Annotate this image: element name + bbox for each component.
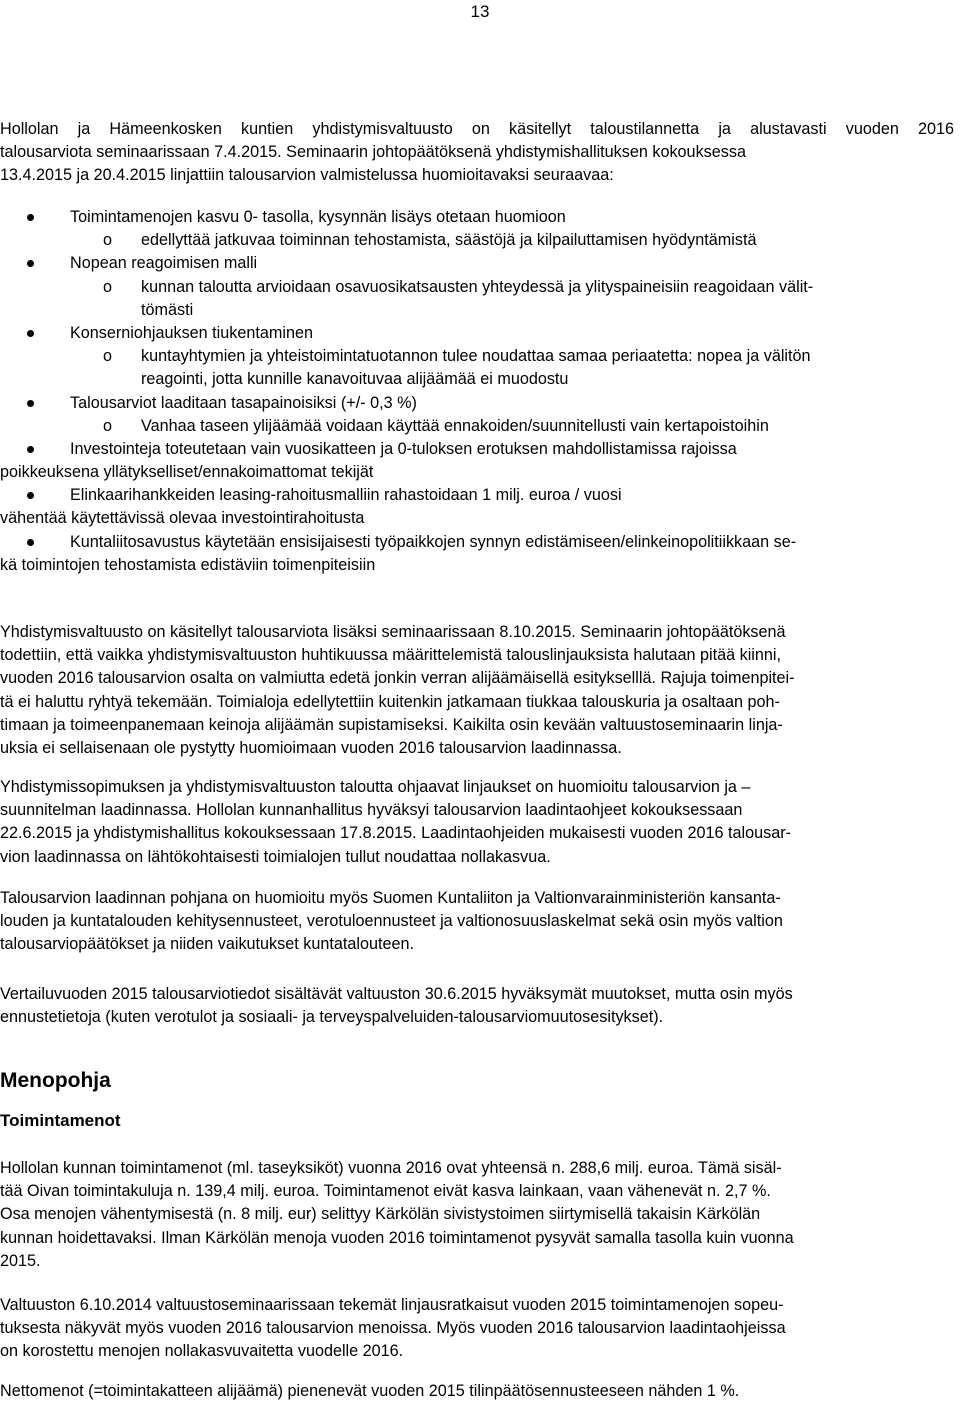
paragraph-operating-costs xyxy=(0,1157,794,1273)
text-line: Nettomenot (=toimintakatteen alijäämä) pienenevät vuoden 2015 tilinpäätösennusteeseen nähden 1 %. xyxy=(0,1382,740,1400)
text-line: tää Oivan toimintakuluja n. 139,4 milj. euroa. Toimintamenot eivät kasva lainkaan, vaan vähenevät n. 2,7 %. xyxy=(0,1182,771,1201)
section-heading: Menopohja xyxy=(0,1069,111,1092)
list-item-text: Talousarviot laaditaan tasapainoisiksi (+/- 0,3 %) xyxy=(70,393,417,412)
list-item-text: kä toimintojen tehostamista edistäviin toimenpiteisiin xyxy=(0,555,376,574)
paragraph-council-seminar xyxy=(0,1294,786,1364)
list-item xyxy=(0,484,960,507)
text-line: Yhdistymissopimuksen ja yhdistymisvaltuuston taloutta ohjaavat linjaukset on huomioitu talousarvion ja – xyxy=(0,778,751,796)
guideline-list xyxy=(0,206,960,577)
text-line: Hollolan kunnan toimintamenot (ml. taseyksiköt) vuonna 2016 ovat yhteensä n. 288,6 milj. euroa. Tämä sisäl- xyxy=(0,1159,782,1177)
list-item-text: poikkeuksena yllätykselliset/ennakoimattomat tekijät xyxy=(0,463,374,482)
sub-list-item-text: kuntayhtymien ja yhteistoimintatuotannon tulee noudattaa samaa periaatetta: nopea ja välitön xyxy=(141,347,811,366)
sub-list-item xyxy=(0,229,960,252)
bullet-icon xyxy=(27,446,34,453)
text-line: ennustetietoja (kuten verotulot ja sosiaali- ja terveyspalveluiden-talousarviomuutosesitykset). xyxy=(0,1008,664,1027)
list-item-continuation xyxy=(0,507,960,530)
list-item xyxy=(0,438,960,461)
text-line: timaan ja toimeenpanemaan keinoja alijäämän supistamiseksi. Kaikilta osin kevään valtuustoseminaarin linja- xyxy=(0,715,783,734)
list-item xyxy=(0,531,960,554)
text-line: tä ei haluttu ryhtyä tekemään. Toimialoja edellytettiin kuitenkin jatkamaan tiukkaa talouskuria ja osaltaan poh- xyxy=(0,692,780,711)
text-line: suunnitelman laadinnassa. Hollolan kunnanhallitus hyväksyi talousarvion laadintaohjeet kokouksessaan xyxy=(0,801,743,820)
list-item-text: Kuntaliitosavustus käytetään ensisijaisesti työpaikkojen synnyn edistämiseen/elinkeinopolitiikkaan se- xyxy=(70,532,797,551)
bullet-icon xyxy=(27,400,34,407)
paragraph-seminar xyxy=(0,621,795,760)
list-item-continuation xyxy=(0,461,960,484)
sub-list-item xyxy=(0,345,960,368)
text-line: Valtuuston 6.10.2014 valtuustoseminaarissaan tekemät linjausratkaisut vuoden 2015 toimintamenojen sopeu- xyxy=(0,1296,784,1314)
text-line: 2015. xyxy=(0,1251,41,1270)
bullet-icon xyxy=(27,260,34,267)
paragraph-net-costs xyxy=(0,1380,739,1403)
text-line: on korostettu menojen nollakasvuvaitetta vuodelle 2016. xyxy=(0,1342,404,1361)
paragraph-guidelines xyxy=(0,776,791,869)
sub-list-item-continuation xyxy=(0,368,960,391)
text-line: Vertailuvuoden 2015 talousarviotiedot sisältävät valtuuston 30.6.2015 hyväksymät muutokset, mutta osin myös xyxy=(0,985,793,1003)
paragraph-forecasts xyxy=(0,887,783,957)
page-number: 13 xyxy=(470,2,490,21)
bullet-icon xyxy=(27,330,34,337)
sub-bullet-marker: o xyxy=(103,277,113,296)
sub-list-item-text: kunnan taloutta arvioidaan osavuosikatsausten yhteydessä ja ylityspaineisiin reagoidaan välit- xyxy=(141,277,814,296)
list-item xyxy=(0,206,960,229)
list-item-text: Nopean reagoimisen malli xyxy=(70,254,258,273)
list-item-continuation xyxy=(0,554,960,577)
sub-list-item xyxy=(0,276,960,299)
sub-bullet-marker: o xyxy=(103,347,113,366)
text-line: Yhdistymisvaltuusto on käsitellyt talousarviota lisäksi seminaarissaan 8.10.2015. Seminaarin johtopäätöksenä xyxy=(0,623,786,641)
text-line: tuksesta näkyvät myös vuoden 2016 talousarvion menoissa. Myös vuoden 2016 talousarvion laadintaohjeissa xyxy=(0,1319,786,1338)
intro-line: talousarviota seminaarissaan 7.4.2015. Seminaarin johtopäätöksenä yhdistymishallituksen kokouksessa xyxy=(0,143,746,162)
list-item-text: Elinkaarihankkeiden leasing-rahoitusmalliin rahastoidaan 1 milj. euroa / vuosi xyxy=(70,486,622,505)
list-item-text: vähentää käytettävissä olevaa investointirahoitusta xyxy=(0,509,365,528)
list-item xyxy=(0,392,960,415)
text-line: todettiin, että vaikka yhdistymisvaltuuston huhtikuussa määrittelemistä talouslinjauksista halutaan pitää kiinni, xyxy=(0,646,782,665)
sub-list-item-text: edellyttää jatkuvaa toiminnan tehostamista, säästöjä ja kilpailuttamisen hyödyntämistä xyxy=(141,231,757,250)
text-line: kunnan hoidettavaksi. Ilman Kärkölän menoja vuoden 2016 toimintamenot pysyvät samalla tasolla kuin vuonna xyxy=(0,1228,794,1247)
subsection-heading: Toimintamenot xyxy=(0,1111,121,1130)
sub-list-item-text: tömästi xyxy=(141,300,194,319)
text-line: Talousarvion laadinnan pohjana on huomioitu myös Suomen Kuntaliiton ja Valtionvarainministeriön kansanta- xyxy=(0,889,781,907)
list-item-text: Toimintamenojen kasvu 0- tasolla, kysynnän lisäys otetaan huomioon xyxy=(70,208,566,226)
list-item-text: Investointeja toteutetaan vain vuosikatteen ja 0-tuloksen erotuksen mahdollistamissa rajoissa xyxy=(70,439,737,458)
sub-bullet-marker: o xyxy=(103,231,113,250)
bullet-icon xyxy=(27,214,34,221)
intro-paragraph xyxy=(0,118,954,188)
sub-bullet-marker: o xyxy=(103,416,113,435)
sub-list-item-continuation xyxy=(0,299,960,322)
paragraph-comparison-year xyxy=(0,983,793,1029)
text-line: vion laadinnassa on lähtökohtaisesti toimialojen tullut noudattaa nollakasvua. xyxy=(0,847,551,866)
list-item xyxy=(0,322,960,345)
sub-list-item-text: reagointi, jotta kunnille kanavoituvaa alijäämää ei muodostu xyxy=(141,370,569,389)
text-line: louden ja kuntatalouden kehitysennusteet, verotuloennusteet ja valtionosuuslaskelmat sekä osin myös valtion xyxy=(0,912,783,931)
text-line: vuoden 2016 talousarvion osalta on valmiutta edetä jonkin verran alijäämäisellä esitykselllä. Rajuja toimenpitei- xyxy=(0,669,795,688)
text-line: 22.6.2015 ja yhdistymishallitus kokouksessaan 17.8.2015. Laadintaohjeiden mukaisesti vuoden 2016 talousar- xyxy=(0,824,792,843)
intro-line: 13.4.2015 ja 20.4.2015 linjattiin talousarvion valmistelussa huomioitavaksi seuraavaa: xyxy=(0,166,614,185)
bullet-icon xyxy=(27,492,34,499)
text-line: uksia ei sellaisenaan ole pystytty huomioimaan vuoden 2016 talousarvion laadinnassa. xyxy=(0,739,622,758)
bullet-icon xyxy=(27,539,34,546)
list-item xyxy=(0,252,960,275)
list-item-text: Konserniohjauksen tiukentaminen xyxy=(70,323,313,342)
text-line: Osa menojen vähentymisestä (n. 8 milj. eur) selittyy Kärkölän sivistystoimen siirtymisellä takaisin Kärkölän xyxy=(0,1205,761,1224)
text-line: talousarviopäätökset ja niiden vaikutukset kuntatalouteen. xyxy=(0,935,414,954)
sub-list-item xyxy=(0,415,960,438)
intro-line: Hollolan ja Hämeenkosken kuntien yhdistymisvaltuusto on käsitellyt taloustilannetta ja alustavasti vuoden 2016 xyxy=(0,120,954,138)
sub-list-item-text: Vanhaa taseen ylijäämää voidaan käyttää ennakoiden/suunnitellusti vain kertapoistoihin xyxy=(141,416,769,435)
